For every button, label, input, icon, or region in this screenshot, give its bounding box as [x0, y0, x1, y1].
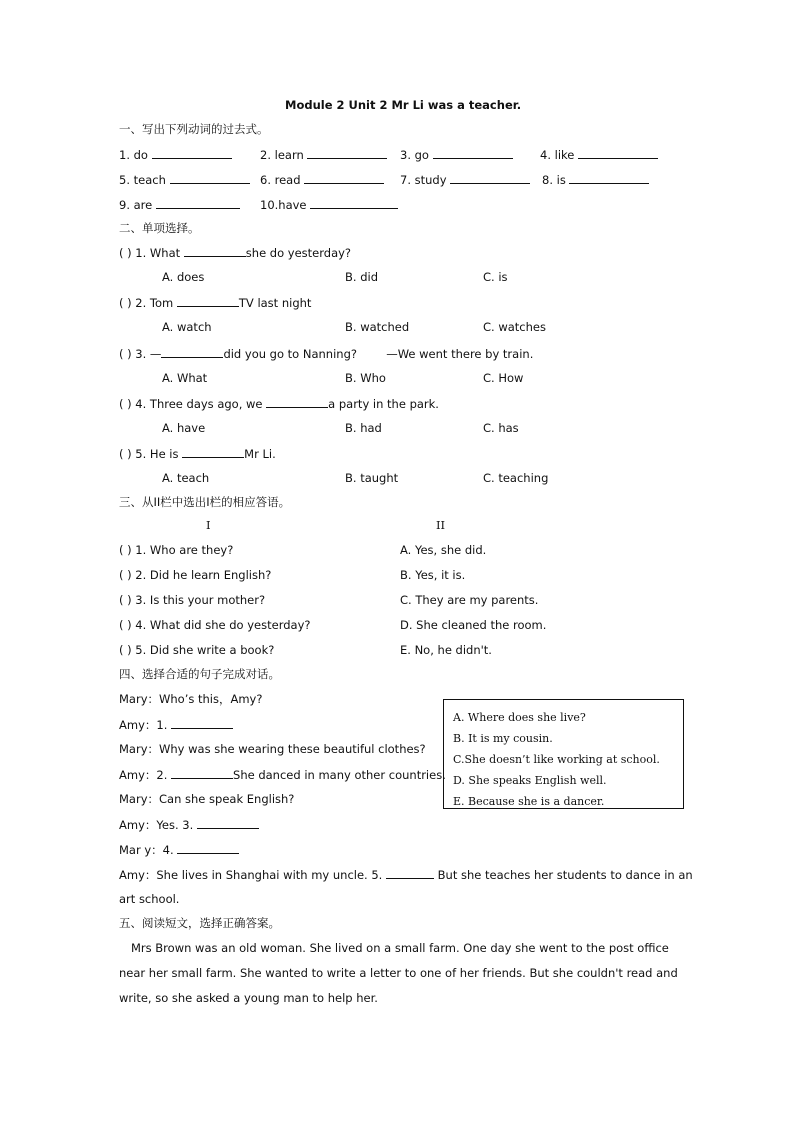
dialogue-option: A. Where does she live?: [453, 711, 586, 724]
reading-paragraph-line: Mrs Brown was an old woman. She lived on a small farm. One day she went to the post office: [131, 941, 669, 955]
mc-option[interactable]: B. did: [345, 270, 378, 284]
verb-item-1: 1. do: [119, 147, 232, 162]
match-question: ( ) 1. Who are they?: [119, 543, 234, 557]
dialogue-line: art school.: [119, 892, 180, 906]
reading-paragraph-line: write, so she asked a young man to help her.: [119, 991, 378, 1005]
match-answer: A. Yes, she did.: [400, 543, 487, 557]
dialogue-line: Amy：2. She danced in many other countries.: [119, 768, 446, 782]
mc-option[interactable]: A. watch: [162, 320, 212, 334]
verb-item-10: 10.have: [260, 197, 398, 212]
answer-blank[interactable]: [304, 172, 384, 184]
answer-blank[interactable]: [152, 147, 232, 159]
dialogue-line: Amy：She lives in Shanghai with my uncle. 5. But she teaches her students to dance in an: [119, 868, 693, 882]
mc-option[interactable]: C. is: [483, 270, 508, 284]
dialogue-option: D. She speaks English well.: [453, 774, 607, 787]
dialogue-option: E. Because she is a dancer.: [453, 795, 605, 808]
mc-option[interactable]: B. had: [345, 421, 382, 435]
dialogue-option: C.She doesn’t like working at school.: [453, 753, 660, 766]
answer-blank[interactable]: [578, 147, 658, 159]
verb-item-2: 2. learn: [260, 147, 387, 162]
mc-option[interactable]: A. teach: [162, 471, 210, 485]
verb-item-7: 7. study: [400, 172, 530, 187]
verb-item-4: 4. like: [540, 147, 658, 162]
verb-item-3: 3. go: [400, 147, 513, 162]
options-box: [443, 699, 684, 809]
column-header-i: I: [206, 518, 211, 532]
mc-option[interactable]: C. has: [483, 421, 519, 435]
reading-paragraph-line: near her small farm. She wanted to write a letter to one of her friends. But she couldn't read and: [119, 966, 678, 980]
mc-option[interactable]: C. How: [483, 371, 524, 385]
mc-question-1: ( ) 1. What she do yesterday?: [119, 246, 352, 260]
match-question: ( ) 3. Is this your mother?: [119, 593, 266, 607]
verb-item-9: 9. are: [119, 197, 240, 212]
answer-blank[interactable]: [171, 717, 233, 729]
dialogue-line: Mary：Why was she wearing these beautiful clothes?: [119, 742, 426, 756]
mc-option[interactable]: C. watches: [483, 320, 546, 334]
match-answer: E. No, he didn't.: [400, 643, 492, 657]
mc-option[interactable]: C. teaching: [483, 471, 549, 485]
match-question: ( ) 5. Did she write a book?: [119, 643, 275, 657]
dialogue-line: Amy：Yes. 3.: [119, 817, 259, 832]
verb-item-8: 8. is: [542, 172, 649, 187]
section2-heading: 二、单项选择。: [119, 221, 200, 235]
section1-heading: 一、写出下列动词的过去式。: [119, 122, 269, 136]
section5-heading: 五、阅读短文，选择正确答案。: [119, 916, 280, 930]
answer-blank[interactable]: [156, 197, 240, 209]
dialogue-line: Amy：1.: [119, 717, 233, 732]
mc-question-3: ( ) 3. — did you go to Nanning? —We went there by train.: [119, 347, 534, 361]
match-answer: D. She cleaned the room.: [400, 618, 547, 632]
dialogue-line: Mary：Can she speak English?: [119, 792, 295, 806]
match-answer: B. Yes, it is.: [400, 568, 466, 582]
mc-option[interactable]: A. have: [162, 421, 206, 435]
dialogue-line: Mary：Who’s this，Amy?: [119, 692, 263, 706]
page-title: Module 2 Unit 2 Mr Li was a teacher.: [285, 98, 522, 112]
match-answer: C. They are my parents.: [400, 593, 539, 607]
dialogue-option: B. It is my cousin.: [453, 732, 553, 745]
answer-blank[interactable]: [266, 396, 328, 408]
dialogue-line: Mar y：4.: [119, 842, 239, 857]
answer-blank[interactable]: [177, 842, 239, 854]
answer-blank[interactable]: [310, 197, 398, 209]
section4-heading: 四、选择合适的句子完成对话。: [119, 667, 280, 681]
mc-question-4: ( ) 4. Three days ago, we a party in the park.: [119, 397, 439, 411]
answer-blank[interactable]: [386, 867, 434, 879]
answer-blank[interactable]: [184, 245, 246, 257]
match-question: ( ) 4. What did she do yesterday?: [119, 618, 311, 632]
mc-option[interactable]: A. does: [162, 270, 205, 284]
mc-question-5: ( ) 5. He is Mr Li.: [119, 447, 276, 461]
answer-blank[interactable]: [171, 767, 233, 779]
answer-blank[interactable]: [197, 817, 259, 829]
mc-option[interactable]: B. Who: [345, 371, 386, 385]
mc-option[interactable]: B. watched: [345, 320, 410, 334]
answer-blank[interactable]: [177, 295, 239, 307]
section3-heading: 三、从II栏中选出I栏的相应答语。: [119, 495, 291, 509]
mc-option[interactable]: A. What: [162, 371, 208, 385]
answer-blank[interactable]: [170, 172, 250, 184]
answer-blank[interactable]: [569, 172, 649, 184]
column-header-ii: II: [436, 518, 446, 532]
answer-blank[interactable]: [433, 147, 513, 159]
verb-item-5: 5. teach: [119, 172, 250, 187]
mc-option[interactable]: B. taught: [345, 471, 399, 485]
answer-blank[interactable]: [161, 346, 223, 358]
answer-blank[interactable]: [450, 172, 530, 184]
match-question: ( ) 2. Did he learn English?: [119, 568, 272, 582]
verb-item-6: 6. read: [260, 172, 384, 187]
answer-blank[interactable]: [182, 446, 244, 458]
mc-question-2: ( ) 2. Tom TV last night: [119, 296, 312, 310]
answer-blank[interactable]: [307, 147, 387, 159]
